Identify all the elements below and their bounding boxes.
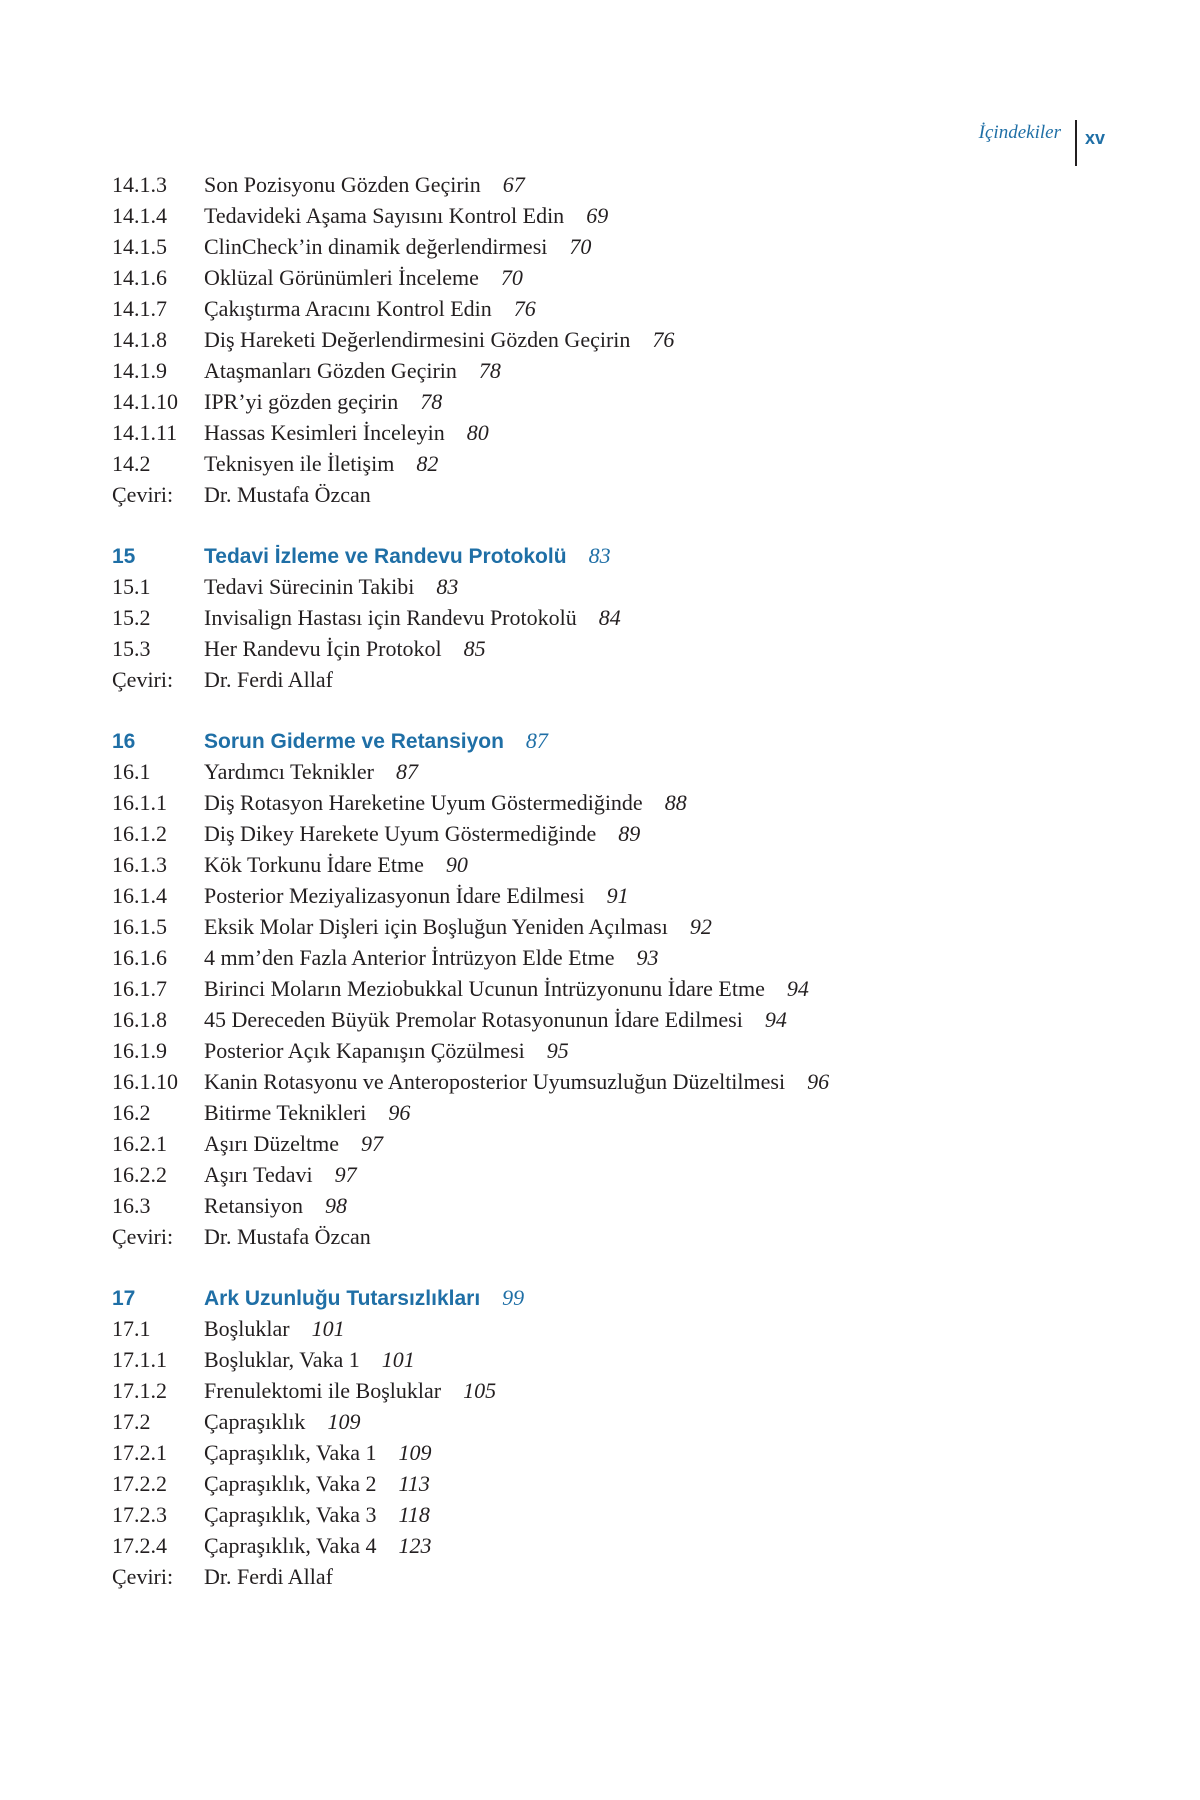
toc-entry [112,1533,1112,1564]
entry-title: Posterior Meziyalizasyonun İdare Edilmesi [204,883,585,908]
entry-page-number: 99 [502,1285,525,1310]
entry-title: Çakıştırma Aracını Kontrol Edin [204,296,492,321]
toc-entry [112,852,1112,883]
toc-entry [112,1100,1112,1131]
entry-title: Aşırı Tedavi [204,1162,313,1187]
toc-entry [112,1069,1112,1100]
entry-title: Son Pozisyonu Gözden Geçirin [204,172,481,197]
entry-title: Ataşmanları Gözden Geçirin [204,358,457,383]
entry-number: 14.1.9 [112,358,167,383]
table-of-contents [112,172,1112,1595]
entry-number: 17.2.2 [112,1471,167,1496]
translator-label: Çeviri: [112,1224,174,1249]
entry-title: Kök Torkunu İdare Etme [204,852,424,877]
entry-number: 16 [112,730,136,753]
toc-entry [112,1131,1112,1162]
entry-number: 16.1.3 [112,852,167,877]
entry-number: 16.1.5 [112,914,167,939]
entry-title: Posterior Açık Kapanışın Çözülmesi [204,1038,525,1063]
entry-number: 16.2.1 [112,1131,167,1156]
entry-number: 17.1.1 [112,1347,167,1372]
entry-title: Diş Hareketi Değerlendirmesini Gözden Geçirin [204,327,631,352]
entry-page-number: 80 [466,420,489,445]
entry-number: 15.3 [112,636,151,661]
entry-page-number: 97 [361,1131,384,1156]
entry-title: Kanin Rotasyonu ve Anteroposterior Uyumsuzluğun Düzeltilmesi [204,1069,786,1094]
entry-page-number: 90 [445,852,468,877]
entry-number: 16.1.1 [112,790,167,815]
toc-entry [112,1378,1112,1409]
entry-page-number: 69 [586,203,609,228]
entry-page-number: 98 [325,1193,347,1218]
toc-entry [112,203,1112,234]
translator-name: Dr. Ferdi Allaf [204,667,333,692]
toc-entry [112,574,1112,605]
toc-entry [112,1162,1112,1193]
translator-label: Çeviri: [112,667,174,692]
toc-entry [112,914,1112,945]
entry-page-number: 78 [420,389,443,414]
entry-page-number: 88 [664,790,687,815]
entry-title: Her Randevu İçin Protokol [204,636,442,661]
entry-page-number: 76 [513,296,536,321]
toc-entry [112,1316,1112,1347]
entry-number: 14.1.5 [112,234,167,259]
entry-number: 14.1.6 [112,265,167,290]
entry-title: Tedavi Sürecinin Takibi [204,574,415,599]
entry-title: 4 mm’den Fazla Anterior İntrüzyon Elde Etme [204,945,615,970]
entry-title: Diş Dikey Harekete Uyum Göstermediğinde [204,821,597,846]
translator-name: Dr. Mustafa Özcan [204,482,371,507]
entry-number: 17.1 [112,1316,151,1341]
toc-entry [112,605,1112,636]
running-header [979,120,1105,166]
translator-label: Çeviri: [112,1564,174,1589]
entry-page-number: 91 [606,883,629,908]
entry-title: Çapraşıklık, Vaka 2 [204,1471,377,1496]
entry-number: 16.1.6 [112,945,167,970]
entry-page-number: 82 [416,451,439,476]
translator-label: Çeviri: [112,482,174,507]
entry-page-number: 70 [500,265,523,290]
running-title: İçindekiler [978,122,1061,143]
entry-title: Aşırı Düzeltme [204,1131,340,1156]
entry-page-number: 78 [478,358,501,383]
entry-title: IPR’yi gözden geçirin [204,389,399,414]
entry-title: Sorun Giderme ve Retansiyon [204,730,504,753]
entry-number: 14.1.8 [112,327,167,352]
toc-entry [112,1502,1112,1533]
page-number: xv [1084,128,1105,148]
entry-title: Çapraşıklık [204,1409,306,1434]
entry-number: 16.1 [112,759,151,784]
toc-entry [112,1038,1112,1069]
entry-page-number: 85 [463,636,486,661]
translator-line [112,1224,1112,1255]
toc-entry [112,358,1112,389]
entry-number: 14.1.4 [112,203,167,228]
entry-page-number: 97 [334,1162,357,1187]
chapter-entry [112,543,1112,574]
entry-number: 15.1 [112,574,151,599]
entry-number: 16.1.2 [112,821,167,846]
entry-title: Boşluklar, Vaka 1 [204,1347,360,1372]
entry-title: Bitirme Teknikleri [204,1100,367,1125]
entry-title: Diş Rotasyon Hareketine Uyum Göstermediğinde [204,790,643,815]
entry-title: Invisalign Hastası için Randevu Protokolü [204,605,577,630]
translator-name: Dr. Mustafa Özcan [204,1224,371,1249]
toc-entry [112,1440,1112,1471]
chapter-entry [112,728,1112,759]
entry-page-number: 94 [786,976,809,1001]
entry-number: 17 [112,1287,136,1310]
entry-title: Retansiyon [204,1193,303,1218]
toc-entry [112,821,1112,852]
entry-title: Hassas Kesimleri İnceleyin [204,420,445,445]
entry-page-number: 67 [502,172,525,197]
entry-number: 16.1.9 [112,1038,167,1063]
toc-entry [112,1007,1112,1038]
entry-title: Tedavideki Aşama Sayısını Kontrol Edin [204,203,565,228]
entry-page-number: 105 [463,1378,497,1403]
toc-entry [112,636,1112,667]
entry-page-number: 94 [764,1007,787,1032]
translator-line [112,482,1112,513]
toc-entry [112,420,1112,451]
translator-line [112,1564,1112,1595]
entry-title: Çapraşıklık, Vaka 1 [204,1440,377,1465]
entry-number: 14.1.7 [112,296,167,321]
entry-page-number: 96 [807,1069,830,1094]
entry-title: Birinci Moların Meziobukkal Ucunun İntrüzyonunu İdare Etme [204,976,765,1001]
entry-number: 16.2.2 [112,1162,167,1187]
entry-number: 17.2.3 [112,1502,167,1527]
entry-number: 16.1.4 [112,883,167,908]
entry-number: 16.1.7 [112,976,167,1001]
toc-entry [112,389,1112,420]
entry-number: 16.1.8 [112,1007,167,1032]
entry-title: Frenulektomi ile Boşluklar [204,1378,442,1403]
toc-entry [112,234,1112,265]
toc-entry [112,1409,1112,1440]
entry-page-number: 123 [398,1533,432,1558]
entry-number: 14.2 [112,451,151,476]
entry-title: Boşluklar [204,1316,290,1341]
entry-number: 17.2.1 [112,1440,167,1465]
entry-number: 16.2 [112,1100,151,1125]
entry-page-number: 93 [636,945,659,970]
entry-page-number: 118 [398,1502,430,1527]
toc-entry [112,451,1112,482]
entry-title: Eksik Molar Dişleri için Boşluğun Yeniden Açılması [204,914,668,939]
entry-title: Çapraşıklık, Vaka 4 [204,1533,377,1558]
entry-title: Teknisyen ile İletişim [204,451,395,476]
toc-entry [112,790,1112,821]
entry-page-number: 70 [569,234,592,259]
toc-entry [112,945,1112,976]
entry-title: Ark Uzunluğu Tutarsızlıkları [204,1287,481,1310]
translator-name: Dr. Ferdi Allaf [204,1564,333,1589]
toc-entry [112,1193,1112,1224]
entry-page-number: 101 [311,1316,345,1341]
entry-page-number: 83 [436,574,459,599]
entry-number: 17.1.2 [112,1378,167,1403]
entry-number: 16.1.10 [112,1069,178,1094]
toc-entry [112,172,1112,203]
entry-title: ClinCheck’in dinamik değerlendirmesi [204,234,548,259]
entry-title: Oklüzal Görünümleri İnceleme [204,265,479,290]
entry-number: 14.1.3 [112,172,167,197]
entry-number: 14.1.11 [112,420,178,445]
chapter-entry [112,1285,1112,1316]
entry-page-number: 84 [598,605,621,630]
entry-page-number: 87 [395,759,418,784]
entry-page-number: 101 [381,1347,415,1372]
entry-page-number: 113 [398,1471,430,1496]
entry-page-number: 92 [689,914,712,939]
entry-number: 16.3 [112,1193,151,1218]
toc-entry [112,265,1112,296]
entry-number: 17.2 [112,1409,151,1434]
entry-number: 15.2 [112,605,151,630]
toc-entry [112,296,1112,327]
entry-page-number: 96 [388,1100,411,1125]
entry-number: 17.2.4 [112,1533,167,1558]
toc-entry [112,1471,1112,1502]
entry-number: 14.1.10 [112,389,178,414]
entry-page-number: 109 [398,1440,432,1465]
entry-page-number: 87 [525,728,548,753]
toc-entry [112,976,1112,1007]
entry-title: Yardımcı Teknikler [204,759,374,784]
toc-entry [112,327,1112,358]
translator-line [112,667,1112,698]
toc-entry [112,1347,1112,1378]
entry-page-number: 89 [618,821,641,846]
toc-entry [112,759,1112,790]
entry-page-number: 76 [652,327,675,352]
entry-page-number: 95 [546,1038,569,1063]
toc-entry [112,883,1112,914]
entry-title: Tedavi İzleme ve Randevu Protokolü [204,545,567,568]
entry-number: 15 [112,545,136,568]
entry-title: 45 Dereceden Büyük Premolar Rotasyonunun İdare Edilmesi [204,1007,743,1032]
entry-page-number: 109 [327,1409,361,1434]
entry-title: Çapraşıklık, Vaka 3 [204,1502,377,1527]
header-divider [1075,120,1077,166]
entry-page-number: 83 [588,543,611,568]
